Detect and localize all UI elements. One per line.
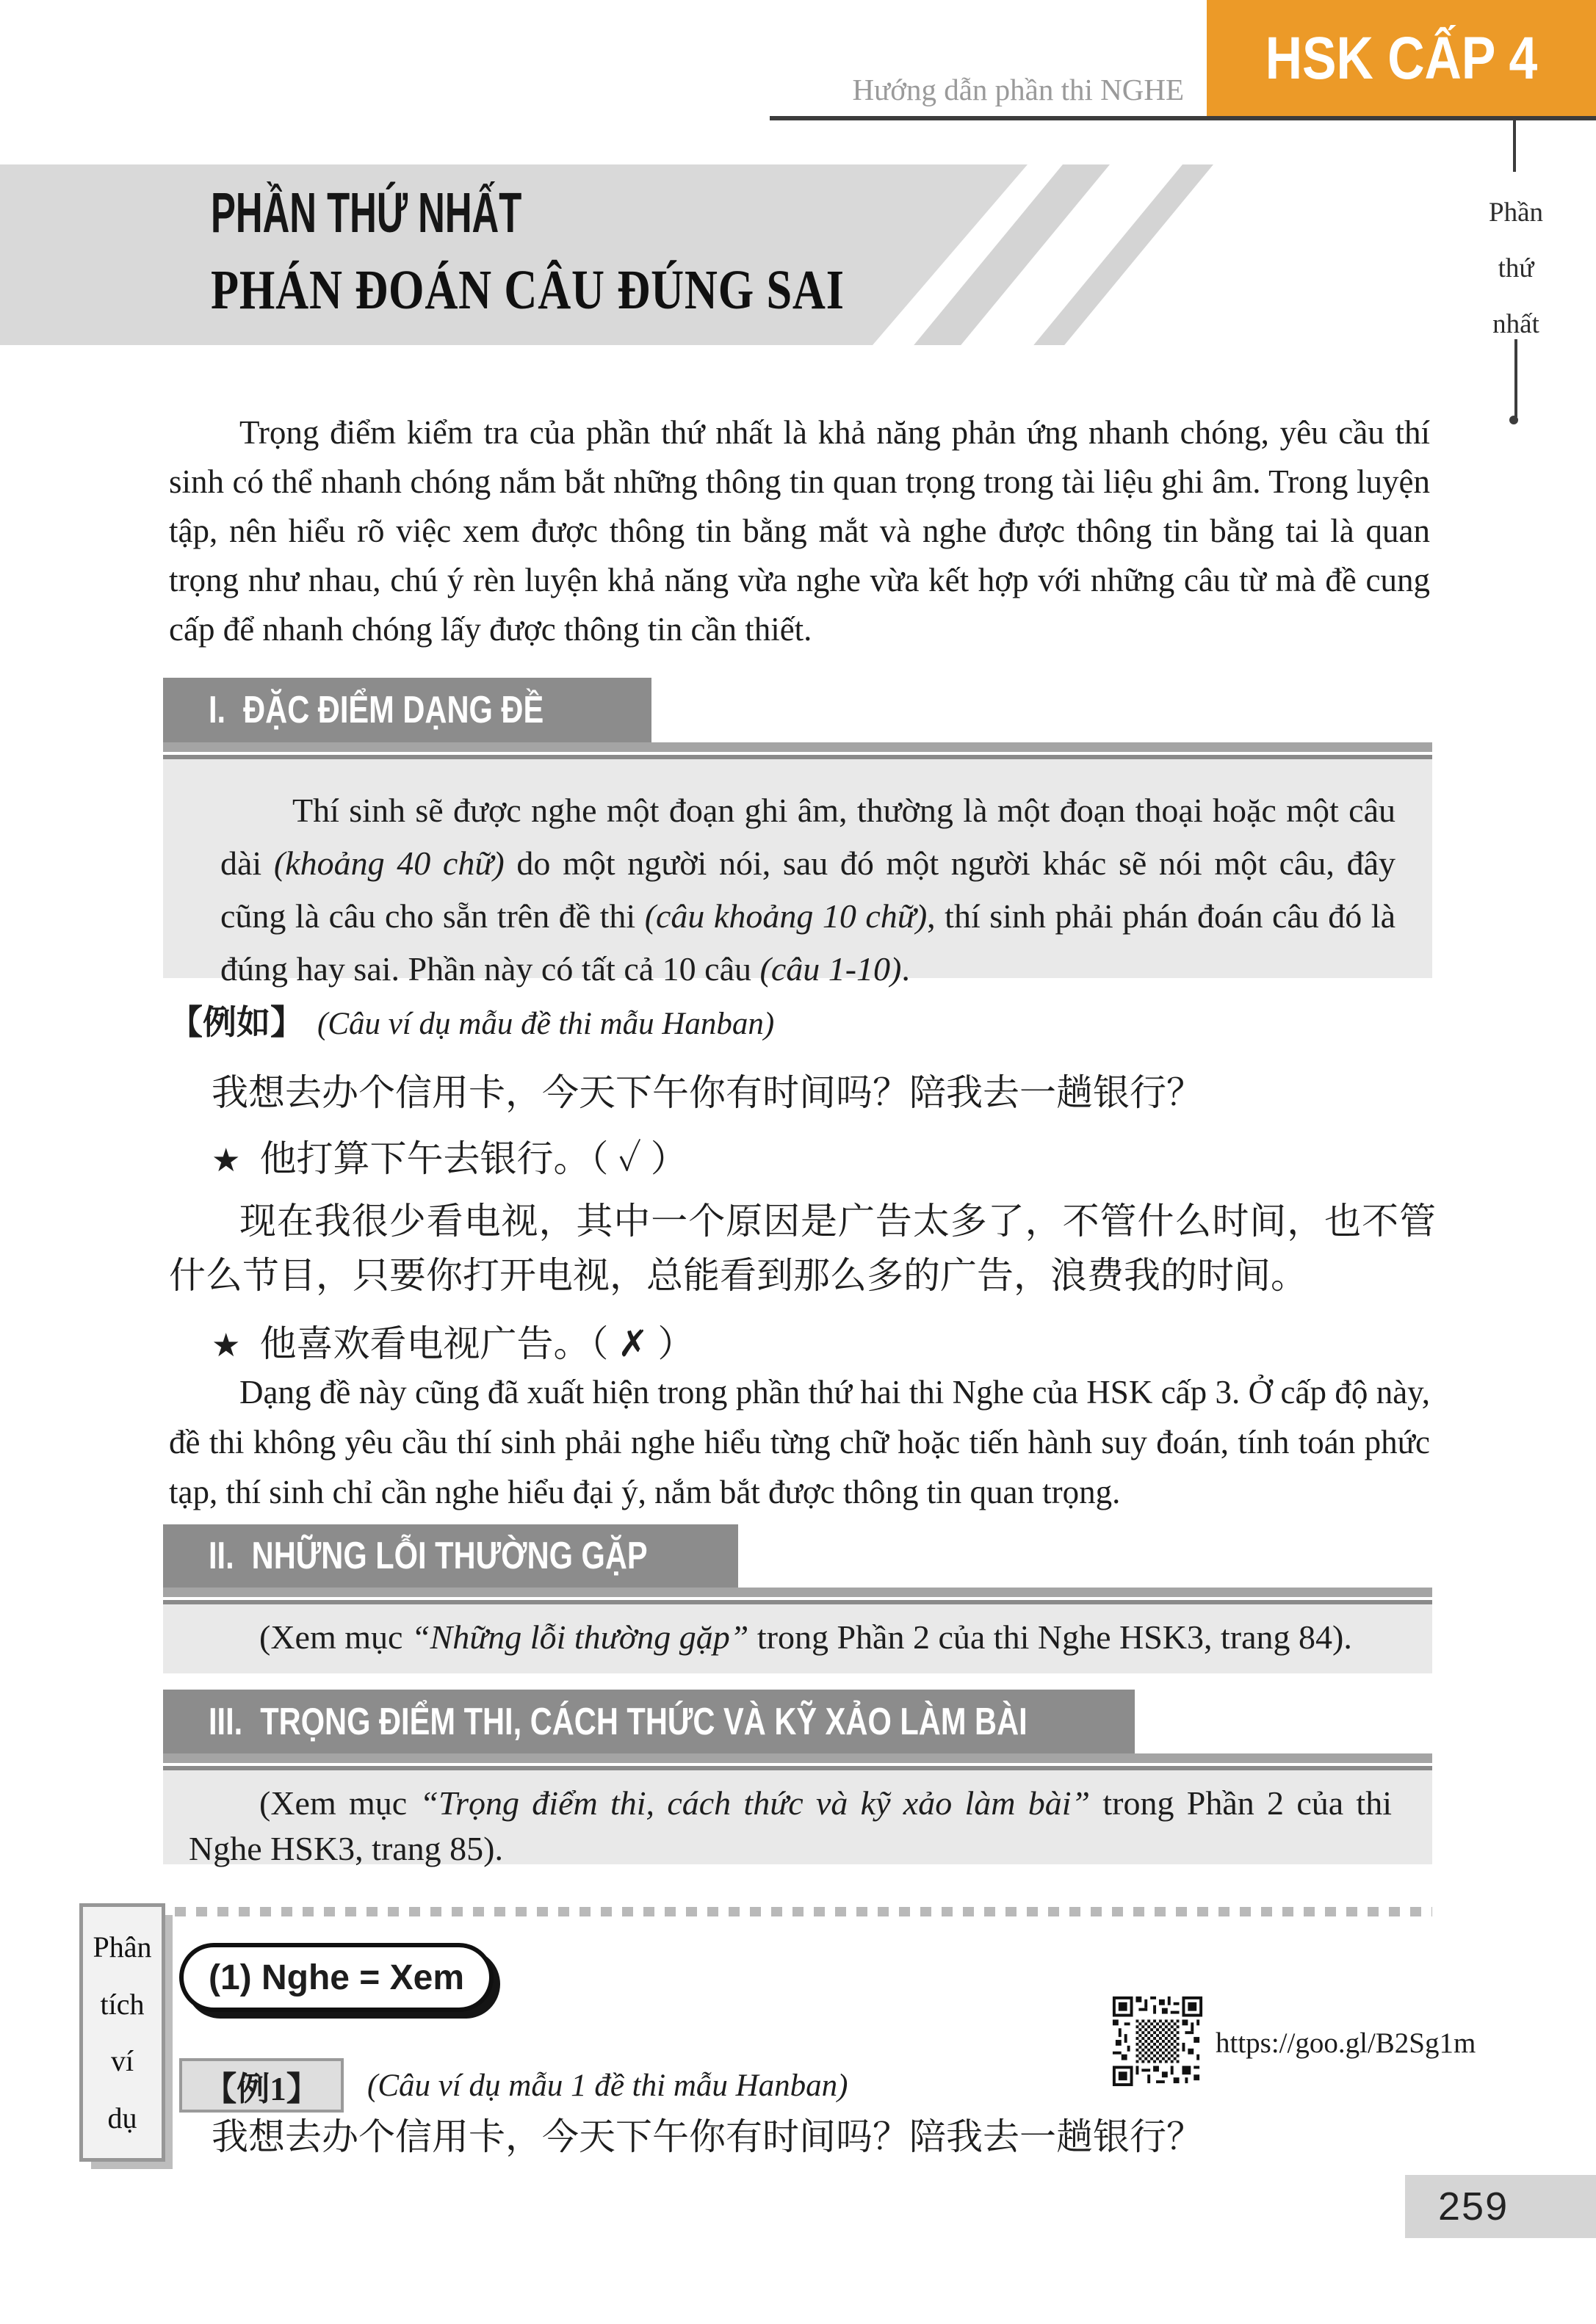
section-1-italic: (câu 1-10) (759, 950, 902, 988)
section-3-header-text (209, 1700, 1028, 1744)
example-intro-note: (Câu ví dụ mẫu đề thi mẫu Hanban) (317, 1007, 775, 1041)
section-1-text: do một người nói, sau đó một người khác sẽ nói một câu, đây cũng là câu cho sẵn trên đề thi (220, 844, 1396, 935)
example-audio-sentence: 我想去办个信用卡，今天下午你有时间吗？陪我去一趟银行？ (212, 2116, 1203, 2157)
example-1-label-box: 【例1】 (179, 2058, 344, 2113)
section-1-italic: (câu khoảng 10 chữ) (644, 897, 928, 935)
page-number: 259 (1438, 2184, 1509, 2229)
qr-url: https://goo.gl/B2Sg1m (1216, 2027, 1476, 2059)
section-3-shadow-rule (163, 1753, 1432, 1763)
hsk-level-badge-label: HSK CẤP 4 (1265, 24, 1538, 92)
example-1-note: (Câu ví dụ mẫu 1 đề thi mẫu Hanban) (367, 2068, 848, 2103)
margin-part-label-line2: thứ (1498, 253, 1534, 283)
closing-paragraph: Dạng đề này cũng đã xuất hiện trong phần thứ hai thi Nghe của HSK cấp 3. Ở cấp độ này, đề thi không yêu cầu thí sinh phải nghe hiểu từng chữ hoặc tiến hành suy đoán, tính toán phức tạp, thí sinh chỉ cần nghe hiểu đại ý, nắm bắt được thông tin quan trọng. (169, 1374, 1430, 1510)
analysis-sidebar-word: dụ (107, 2102, 137, 2135)
section-3-header (163, 1690, 1135, 1753)
section-1-title: ĐẶC ĐIỂM DẠNG ĐỀ (243, 689, 544, 731)
section-2-italic: “Những lỗi thường gặp” (411, 1618, 749, 1656)
margin-part-label-line3: nhất (1492, 309, 1539, 339)
section-2-text: trong Phần 2 của thi Nghe HSK3, trang 84). (748, 1618, 1352, 1656)
star-icon: ★ (212, 1143, 241, 1179)
qr-finder-top-right (1182, 1997, 1202, 2017)
header-rule (770, 116, 1596, 120)
section-2-title: NHỮNG LỖI THƯỜNG GẶP (251, 1535, 648, 1577)
section-2-number: II. (209, 1535, 234, 1577)
example-intro-row (169, 996, 774, 1044)
section-3-number: III. (209, 1700, 243, 1743)
section-3-title: TRỌNG ĐIỂM THI, CÁCH THỨC VÀ KỸ XẢO LÀM BÀI (260, 1700, 1028, 1743)
section-1-text: Thí sinh sẽ được nghe một đoạn ghi âm, thường là một đoạn thoại hoặc một câu dài (220, 792, 1395, 882)
qr-finder-top-left (1113, 1997, 1133, 2017)
example-verdict: （ ✗ ） (590, 1323, 695, 1364)
section-2-text: (Xem mục (259, 1618, 411, 1656)
example-verdict: （ ✓ ） (590, 1138, 687, 1179)
example-statement: 他打算下午去银行。 (259, 1138, 591, 1179)
example-audio-sentence: 我想去办个信用卡，今天下午你有时间吗？陪我去一趟银行？ (212, 1072, 1203, 1113)
example-statement-row (212, 1314, 694, 1367)
margin-part-label (1470, 185, 1561, 352)
intro-paragraph: Trọng điểm kiểm tra của phần thứ nhất là khả năng phản ứng nhanh chóng, yêu cầu thí sinh có thể nhanh chóng nắm bắt những thông tin quan trọng trong tài liệu ghi âm. Trong luyện tập, nên hiểu rõ việc xem được thông tin bằng mắt và nghe được thông tin bằng tai là quan trọng như nhau, chú ý rèn luyện khả năng vừa nghe vừa kết hợp với những câu từ mà đề cung cấp để nhanh chóng lấy được thông tin cần thiết. (169, 414, 1430, 648)
part-subtitle: PHẦN THỨ NHẤT (211, 181, 522, 245)
analysis-sidebar-word: ví (110, 2044, 134, 2078)
section-3-panel (163, 1770, 1432, 1867)
running-title: Hướng dẫn phần thi NGHE (852, 73, 1184, 106)
section-1-text: . (901, 950, 910, 988)
tip-pill: (1) Nghe = Xem (179, 1943, 494, 2012)
section-2-panel (163, 1604, 1432, 1673)
section-3-text: trong Phần 2 của thi Nghe HSK3, trang 85). (189, 1784, 1392, 1867)
section-2-shadow-rule (163, 1588, 1432, 1597)
page-number-box (1405, 2175, 1596, 2238)
analysis-sidebar-tab (79, 1903, 165, 2162)
star-icon: ★ (212, 1328, 241, 1364)
example-statement: 他喜欢看电视广告。 (259, 1323, 591, 1364)
header-connector-line (1513, 120, 1516, 172)
analysis-sidebar-word: Phân (93, 1930, 152, 1963)
section-1-number: I. (209, 689, 226, 731)
section-1-header (163, 678, 651, 742)
section-2-header (163, 1524, 738, 1588)
section-3-italic: “Trọng điểm thi, cách thức và kỹ xảo làm bài” (419, 1784, 1091, 1822)
section-1-header-text (209, 688, 544, 732)
qr-finder-bottom-left (1113, 2066, 1133, 2086)
qr-code (1110, 1991, 1205, 2091)
dashed-separator (175, 1907, 1432, 1916)
section-1-shadow-rule (163, 742, 1432, 752)
example-audio-sentence: 现在我很少看电视，其中一个原因是广告太多了，不管什么时间，也不管什么节目，只要你打开电视，总能看到那么多的广告，浪费我的时间。 (169, 1201, 1436, 1296)
example-intro-label: 【例如】 (169, 1004, 304, 1041)
section-3-text: (Xem mục (259, 1784, 420, 1822)
section-1-panel (163, 759, 1432, 988)
example-statement-row (212, 1129, 687, 1182)
margin-part-label-line1: Phần (1489, 198, 1543, 228)
section-1-text: , thí sinh phải phán đoán câu đó là đúng hay sai. Phần này có tất cả 10 câu (220, 897, 1395, 988)
margin-connector-line (1514, 339, 1517, 417)
analysis-sidebar-word: tích (100, 1987, 145, 2021)
hsk-level-badge (1207, 0, 1596, 117)
section-2-header-text (209, 1534, 648, 1578)
page-title: PHÁN ĐOÁN CÂU ĐÚNG SAI (211, 259, 845, 321)
section-1-italic: (khoảng 40 chữ) (273, 844, 505, 882)
line-end-dot-icon (1509, 416, 1518, 424)
